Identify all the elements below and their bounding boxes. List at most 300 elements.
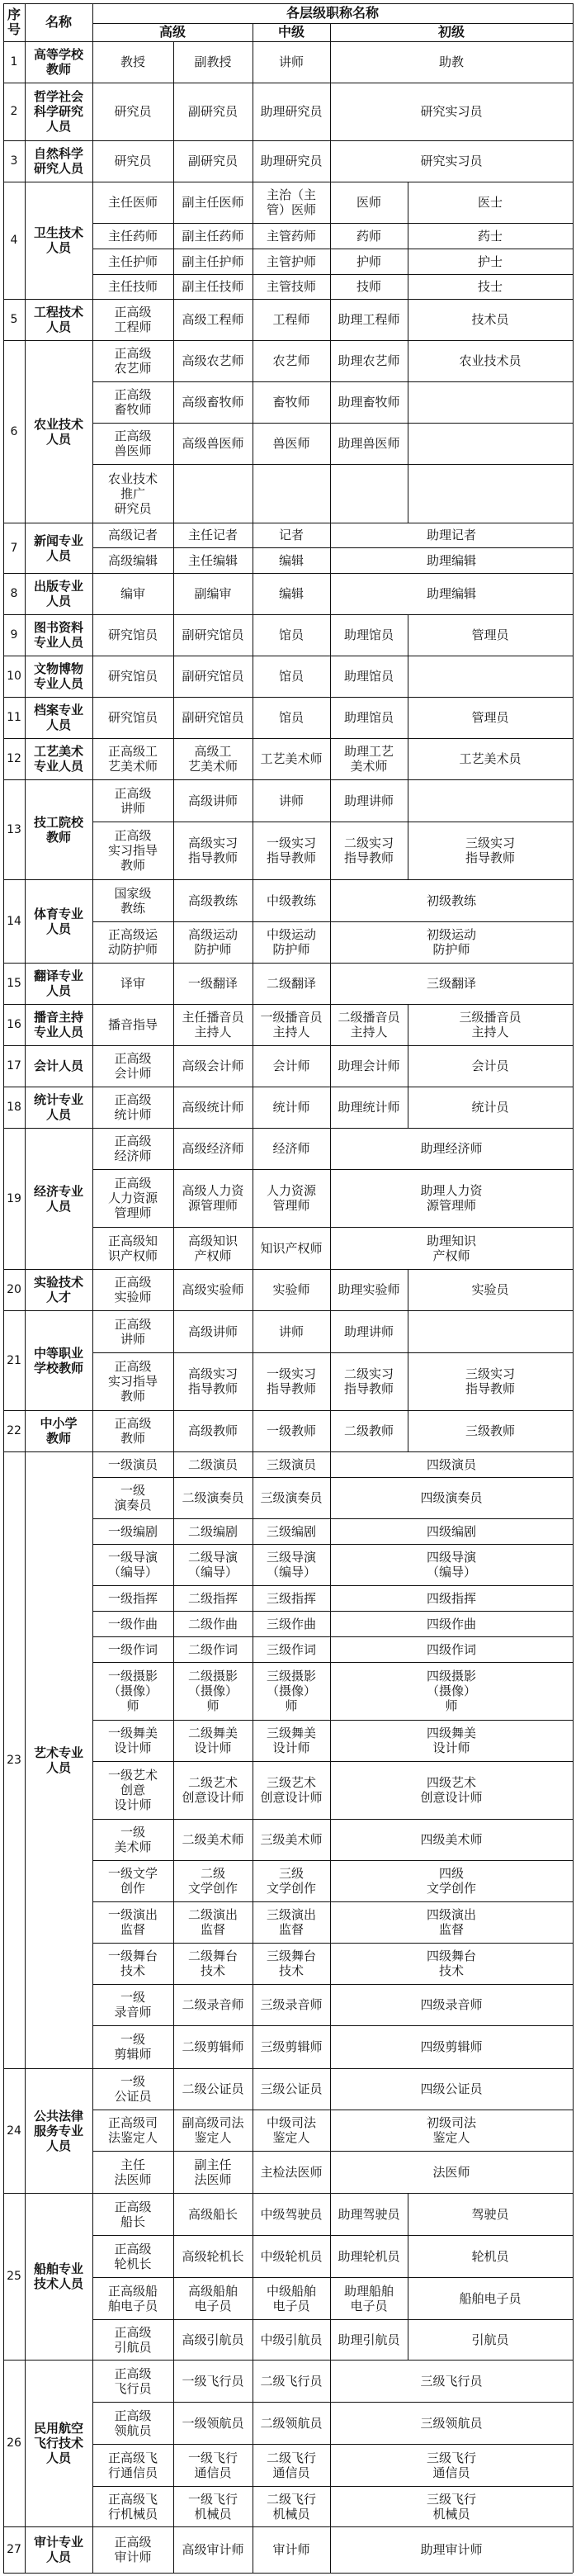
title-cell: 助理统计师 (338, 1100, 400, 1115)
row-index: 5 (10, 313, 18, 326)
title-cell: 引航员 (471, 2332, 509, 2347)
title-cell: 四级剪辑师 (420, 2039, 483, 2054)
title-cell: 主任 法医师 (114, 2157, 152, 2187)
grid-line-vertical (573, 1410, 574, 1451)
title-cell: 四级 文学创作 (426, 1866, 476, 1896)
title-cell: 一级播音员 主持人 (260, 1010, 323, 1039)
title-cell: 一级作曲 (107, 1616, 158, 1631)
grid-line-vertical (92, 1410, 93, 1451)
row-index: 15 (7, 977, 21, 990)
grid-line-vertical (25, 1310, 26, 1410)
title-cell: 护士 (477, 253, 503, 269)
grid-line-horizontal (92, 1761, 573, 1762)
grid-line-vertical (92, 738, 93, 779)
title-cell: 法医师 (432, 2164, 470, 2180)
title-cell: 高级运动 防护师 (187, 927, 238, 957)
row-index: 27 (7, 2543, 21, 2556)
grid-line-horizontal (3, 738, 573, 739)
title-cell: 主治（主 管）医师 (266, 187, 316, 217)
title-cell: 医师 (356, 195, 381, 210)
grid-line-vertical (330, 1451, 331, 1477)
grid-line-vertical (330, 1169, 331, 1227)
grid-line-vertical (573, 140, 574, 182)
title-cell: 四级舞美 设计师 (426, 1726, 476, 1755)
grid-line-vertical (3, 1087, 4, 1128)
grid-line-vertical (173, 2110, 174, 2151)
title-cell: 三级播音员 主持人 (459, 1010, 522, 1039)
grid-line-vertical (173, 2151, 174, 2193)
title-cell: 三级作曲 (266, 1616, 316, 1631)
title-cell: 四级摄影 （摄像） 师 (426, 1669, 476, 1713)
title-cell: 国家级 教练 (114, 885, 152, 916)
title-cell: 副研究馆员 (182, 710, 244, 725)
grid-line-vertical (330, 2402, 331, 2444)
title-cell: 一级作词 (107, 1641, 158, 1657)
title-cell: 正高级 讲师 (114, 785, 152, 816)
grid-line-horizontal (3, 1004, 573, 1005)
grid-line-vertical (173, 573, 174, 614)
grid-line-vertical (330, 1477, 331, 1518)
grid-line-vertical (3, 83, 4, 140)
grid-line-vertical (330, 83, 331, 140)
title-cell: 副研究馆员 (182, 669, 244, 684)
grid-line-vertical (173, 41, 174, 83)
title-cell: 一级演出 监督 (107, 1907, 158, 1937)
grid-line-horizontal (3, 963, 573, 964)
grid-line-horizontal (92, 547, 573, 548)
title-cell (408, 423, 573, 464)
category-name: 哲学社会 科学研究 人员 (33, 89, 83, 134)
title-cell: 一级翻译 (187, 976, 238, 991)
grid-line-vertical (330, 223, 331, 249)
grid-line-vertical (3, 656, 4, 697)
title-cell: 高级教师 (187, 1423, 238, 1438)
grid-line-vertical (173, 1720, 174, 1761)
grid-line-vertical (330, 1901, 331, 1943)
title-cell: 助理农艺师 (338, 353, 400, 368)
title-cell: 副主任护师 (182, 253, 244, 269)
title-cell: 高级工 艺美术师 (187, 744, 238, 774)
grid-line-vertical (25, 1004, 26, 1045)
title-cell: 正高级工 艺美术师 (107, 744, 158, 774)
title-cell: 药士 (477, 228, 503, 244)
grid-line-vertical (330, 779, 331, 822)
title-cell: 助理馆员 (343, 627, 394, 642)
title-cell: 一级文学 创作 (107, 1866, 158, 1896)
title-cell: 正高级 兽医师 (114, 429, 152, 458)
grid-line-horizontal (92, 1943, 573, 1944)
grid-line-horizontal (92, 1544, 573, 1545)
row-index: 11 (7, 711, 21, 724)
title-cell: 一级摄影 （摄像） 师 (107, 1669, 158, 1713)
category-name: 实验技术 人才 (33, 1275, 83, 1305)
grid-line-vertical (330, 1004, 331, 1045)
grid-line-vertical (92, 3, 93, 41)
grid-line-vertical (173, 1169, 174, 1227)
grid-line-vertical (573, 1045, 574, 1087)
grid-line-vertical (25, 523, 26, 573)
title-cell: 副研究馆员 (182, 627, 244, 642)
grid-line-vertical (92, 140, 93, 182)
grid-line-vertical (573, 963, 574, 1004)
header-senior: 高级 (158, 24, 186, 40)
grid-line-vertical (25, 963, 26, 1004)
title-cell: 二级指挥 (187, 1590, 238, 1606)
grid-line-vertical (330, 340, 331, 381)
title-cell: 三级作词 (266, 1641, 316, 1657)
title-cell: 药师 (356, 228, 381, 244)
title-cell: 播音指导 (107, 1017, 158, 1032)
title-cell: 工艺美术员 (459, 751, 522, 766)
title-cell: 人力资源 管理师 (266, 1183, 316, 1213)
grid-line-vertical (173, 2444, 174, 2486)
title-cell: 二级演出 监督 (187, 1907, 238, 1937)
title-cell: 四级演出 监督 (426, 1907, 476, 1937)
title-cell: 四级录音师 (420, 1997, 483, 2012)
title-cell: 一级教师 (266, 1423, 316, 1438)
grid-line-vertical (3, 1269, 4, 1310)
title-cell: 三级摄影 （摄像） 师 (266, 1669, 316, 1713)
header-name: 名称 (45, 14, 72, 30)
title-cell: 主任药师 (107, 228, 158, 244)
title-cell: 记者 (278, 528, 304, 542)
title-cell: 一级领航员 (182, 2415, 244, 2431)
header-title-levels: 各层级职称名称 (286, 5, 379, 21)
title-cell (330, 464, 408, 523)
title-cell: 编辑 (278, 586, 304, 601)
category-name: 民用航空 飞行技术 人员 (33, 2421, 83, 2465)
grid-line-vertical (173, 249, 174, 274)
grid-line-vertical (25, 3, 26, 41)
row-index: 10 (7, 670, 21, 683)
category-name: 工艺美术 专业人员 (33, 744, 83, 774)
title-cell: 正高级 领航员 (114, 2408, 152, 2438)
grid-line-vertical (330, 921, 331, 963)
category-name: 播音主持 专业人员 (33, 1010, 83, 1039)
grid-line-vertical (330, 1860, 331, 1901)
grid-line-vertical (330, 547, 331, 573)
title-cell: 实验员 (471, 1282, 509, 1297)
title-cell: 初级运动 防护师 (426, 927, 476, 957)
grid-line-vertical (330, 249, 331, 274)
grid-line-vertical (25, 1410, 26, 1451)
title-cell: 主管护师 (266, 253, 316, 269)
grid-line-vertical (173, 299, 174, 340)
title-cell: 三级翻译 (426, 976, 476, 991)
grid-line-vertical (25, 879, 26, 963)
title-cell: 助理人力资 源管理师 (420, 1183, 483, 1213)
title-cell: 正高级 船长 (114, 2199, 152, 2229)
title-cell: 一级导演 （编导） (107, 1550, 158, 1579)
grid-line-horizontal (3, 573, 573, 574)
grid-line-vertical (330, 381, 331, 423)
grid-line-vertical (330, 2486, 331, 2526)
grid-line-vertical (92, 1128, 93, 1269)
title-cell: 初级教练 (426, 893, 476, 908)
category-name: 会计人员 (33, 1058, 83, 1073)
grid-line-vertical (3, 1451, 4, 2068)
title-cell: 一级编剧 (107, 1523, 158, 1539)
grid-line-vertical (3, 573, 4, 614)
grid-line-horizontal (92, 1636, 573, 1637)
grid-line-vertical (25, 573, 26, 614)
grid-line-vertical (173, 1544, 174, 1585)
grid-line-vertical (573, 779, 574, 879)
grid-line-horizontal (92, 2235, 573, 2236)
grid-line-vertical (573, 2526, 574, 2573)
title-cell: 二级飞行 通信员 (266, 2450, 316, 2480)
grid-line-vertical (573, 1269, 574, 1310)
title-cell: 二级作词 (187, 1641, 238, 1657)
grid-line-vertical (25, 1128, 26, 1269)
title-cell: 研究实习员 (420, 154, 483, 168)
title-cell: 三级舞美 设计师 (266, 1726, 316, 1755)
title-cell: 三级艺术 创意设计师 (260, 1775, 323, 1805)
title-cell: 助理记者 (426, 528, 476, 542)
title-cell: 中级司法 鉴定人 (266, 2115, 316, 2145)
title-cell: 二级演奏员 (182, 1490, 244, 1505)
grid-line-vertical (92, 182, 93, 299)
title-cell: 正高级 畜牧师 (114, 387, 152, 417)
title-cell: 主任播音员 主持人 (182, 1010, 244, 1039)
row-index: 22 (7, 1424, 21, 1437)
title-cell: 二级 文学创作 (187, 1866, 238, 1896)
grid-line-vertical (573, 1310, 574, 1410)
title-cell: 讲师 (278, 793, 304, 808)
grid-line-vertical (330, 963, 331, 1004)
grid-line-horizontal (92, 1984, 573, 1985)
grid-line-vertical (573, 83, 574, 140)
title-cell: 四级作词 (426, 1641, 476, 1657)
category-name: 船舶专业 技术人员 (33, 2261, 83, 2291)
grid-line-vertical (25, 2193, 26, 2360)
grid-line-vertical (25, 340, 26, 523)
grid-line-vertical (3, 1128, 4, 1269)
title-cell: 高级工程师 (182, 312, 244, 327)
title-cell: 二级艺术 创意设计师 (182, 1775, 244, 1805)
grid-line-vertical (330, 2235, 331, 2277)
grid-line-vertical (173, 1901, 174, 1943)
grid-line-vertical (3, 1410, 4, 1451)
grid-line-vertical (25, 41, 26, 83)
grid-line-horizontal (3, 1128, 573, 1129)
grid-line-vertical (173, 1518, 174, 1544)
title-cell: 医士 (477, 195, 503, 210)
title-cell: 工程师 (272, 312, 310, 327)
grid-line-vertical (330, 697, 331, 738)
grid-line-vertical (173, 2193, 174, 2235)
title-cell: 正高级知 识产权师 (107, 1233, 158, 1263)
title-cell: 助理兽医师 (338, 436, 400, 451)
grid-line-vertical (330, 2193, 331, 2235)
title-cell: 助理知识 产权师 (426, 1233, 476, 1263)
title-cell: 二级录音师 (182, 1997, 244, 2012)
title-cell: 二级作曲 (187, 1616, 238, 1631)
grid-line-vertical (330, 1269, 331, 1310)
title-cell: 主任编辑 (187, 552, 238, 568)
row-index: 21 (7, 1353, 21, 1367)
grid-line-vertical (25, 1451, 26, 2068)
grid-line-vertical (25, 140, 26, 182)
title-cell: 三级公证员 (260, 2081, 323, 2096)
grid-line-vertical (173, 1227, 174, 1269)
grid-line-vertical (330, 573, 331, 614)
title-cell: 统计师 (272, 1100, 310, 1115)
grid-line-vertical (173, 523, 174, 547)
grid-line-vertical (330, 2151, 331, 2193)
title-cell (408, 656, 573, 697)
title-cell: 高级经济师 (182, 1141, 244, 1156)
title-cell: 正高级船 舶电子员 (107, 2283, 158, 2313)
category-name: 文物博物 专业人员 (33, 661, 83, 691)
title-cell: 会计员 (471, 1058, 509, 1073)
grid-line-vertical (173, 1410, 174, 1451)
title-cell: 主任记者 (187, 528, 238, 542)
grid-line-vertical (3, 738, 4, 779)
grid-line-horizontal (92, 2277, 573, 2278)
grid-line-vertical (330, 879, 331, 921)
grid-line-horizontal (92, 1477, 573, 1478)
category-name: 经济专业 人员 (33, 1183, 83, 1214)
grid-line-vertical (3, 1310, 4, 1410)
grid-line-vertical (173, 381, 174, 423)
title-cell: 助理引航员 (338, 2332, 400, 2347)
title-cell: 高级实习 指导教师 (187, 836, 238, 865)
grid-line-vertical (3, 879, 4, 963)
grid-line-vertical (92, 1045, 93, 1087)
grid-line-vertical (330, 1087, 331, 1128)
grid-line-vertical (92, 299, 93, 340)
title-cell (408, 1310, 573, 1352)
grid-line-vertical (330, 738, 331, 779)
row-index: 12 (7, 752, 21, 765)
grid-line-vertical (173, 2360, 174, 2402)
title-cell: 高级农艺师 (182, 353, 244, 368)
title-cell: 兽医师 (272, 436, 310, 451)
title-cell: 高级会计师 (182, 1058, 244, 1073)
row-index: 9 (10, 628, 18, 642)
grid-line-vertical (3, 3, 4, 41)
grid-line-vertical (330, 2277, 331, 2319)
title-cell: 助理研究员 (260, 154, 323, 168)
grid-line-horizontal (92, 2486, 573, 2487)
title-cell: 农业技术员 (459, 353, 522, 368)
grid-line-vertical (25, 299, 26, 340)
title-cell: 三级飞行员 (420, 2373, 483, 2389)
title-cell: 正高级 统计师 (114, 1092, 152, 1122)
grid-line-vertical (330, 2110, 331, 2151)
title-cell: 一级实习 指导教师 (266, 836, 316, 865)
grid-line-vertical (173, 779, 174, 822)
grid-line-vertical (25, 2360, 26, 2526)
title-cell: 四级艺术 创意设计师 (420, 1775, 483, 1805)
grid-line-horizontal (92, 274, 573, 275)
grid-line-vertical (330, 1819, 331, 1860)
title-cell: 一级飞行员 (182, 2373, 244, 2389)
grid-line-vertical (330, 1352, 331, 1410)
title-cell: 正高级 教师 (114, 1416, 152, 1446)
title-cell: 审计师 (272, 2542, 310, 2557)
title-cell: 驾驶员 (471, 2206, 509, 2222)
title-cell: 助理工艺 美术师 (343, 744, 394, 774)
grid-line-vertical (573, 697, 574, 738)
title-cell: 中级船舶 电子员 (266, 2283, 316, 2313)
category-name: 自然科学 研究人员 (33, 146, 83, 176)
title-cell: 助理审计师 (420, 2542, 483, 2557)
title-cell: 二级演员 (187, 1456, 238, 1472)
title-cell: 副研究员 (187, 154, 238, 168)
title-cell: 馆员 (278, 710, 304, 725)
grid-line-vertical (173, 1819, 174, 1860)
grid-line-vertical (92, 573, 93, 614)
grid-line-vertical (330, 2444, 331, 2486)
title-cell: 研究馆员 (107, 627, 158, 642)
title-cell: 高级船舶 电子员 (187, 2283, 238, 2313)
grid-line-vertical (3, 697, 4, 738)
grid-line-vertical (3, 140, 4, 182)
title-cell: 高级兽医师 (182, 436, 244, 451)
row-index: 17 (7, 1059, 21, 1073)
title-cell: 农艺师 (272, 353, 310, 368)
title-cell: 主任技师 (107, 279, 158, 294)
row-index: 2 (10, 105, 18, 118)
grid-line-vertical (3, 182, 4, 299)
grid-line-horizontal (3, 1451, 573, 1452)
title-cell: 助理会计师 (338, 1058, 400, 1073)
grid-line-vertical (573, 1087, 574, 1128)
title-cell: 二级教师 (343, 1423, 394, 1438)
title-cell: 正高级 农艺师 (114, 346, 152, 376)
category-name: 中等职业 学校教师 (33, 1345, 83, 1376)
title-cell: 四级公证员 (420, 2081, 483, 2096)
grid-line-vertical (330, 1761, 331, 1819)
title-cell: 三级飞行 机械员 (426, 2491, 476, 2522)
row-index: 20 (7, 1283, 21, 1296)
title-cell (408, 381, 573, 423)
grid-line-vertical (173, 2235, 174, 2277)
title-cell: 助理畜牧师 (338, 395, 400, 410)
grid-line-horizontal (92, 2444, 573, 2445)
category-name: 卫生技术 人员 (33, 225, 83, 255)
grid-line-vertical (173, 83, 174, 140)
title-cell: 主任护师 (107, 253, 158, 269)
grid-line-vertical (173, 822, 174, 879)
title-cell: 三级演奏员 (260, 1490, 323, 1505)
grid-line-vertical (92, 2068, 93, 2193)
grid-line-horizontal (92, 381, 573, 382)
grid-line-vertical (3, 2526, 4, 2573)
grid-line-horizontal (3, 2360, 573, 2361)
grid-line-vertical (330, 614, 331, 656)
grid-line-vertical (3, 2193, 4, 2360)
row-index: 4 (10, 234, 18, 247)
title-cell: 三级剪辑师 (260, 2039, 323, 2054)
grid-line-vertical (330, 274, 331, 299)
title-cell: 会计师 (272, 1058, 310, 1073)
grid-line-vertical (330, 1720, 331, 1761)
grid-line-vertical (25, 182, 26, 299)
grid-line-vertical (330, 1636, 331, 1662)
title-cell: 副高级司法 鉴定人 (182, 2115, 244, 2145)
title-cell: 护师 (356, 253, 381, 269)
title-cell: 农业技术 推广 研究员 (107, 471, 158, 516)
grid-line-horizontal (92, 2319, 573, 2320)
grid-line-horizontal (92, 1352, 573, 1353)
title-cell: 高级讲师 (187, 793, 238, 808)
title-cell: 一级指挥 (107, 1590, 158, 1606)
row-index: 1 (10, 55, 18, 69)
grid-line-horizontal (3, 697, 573, 698)
